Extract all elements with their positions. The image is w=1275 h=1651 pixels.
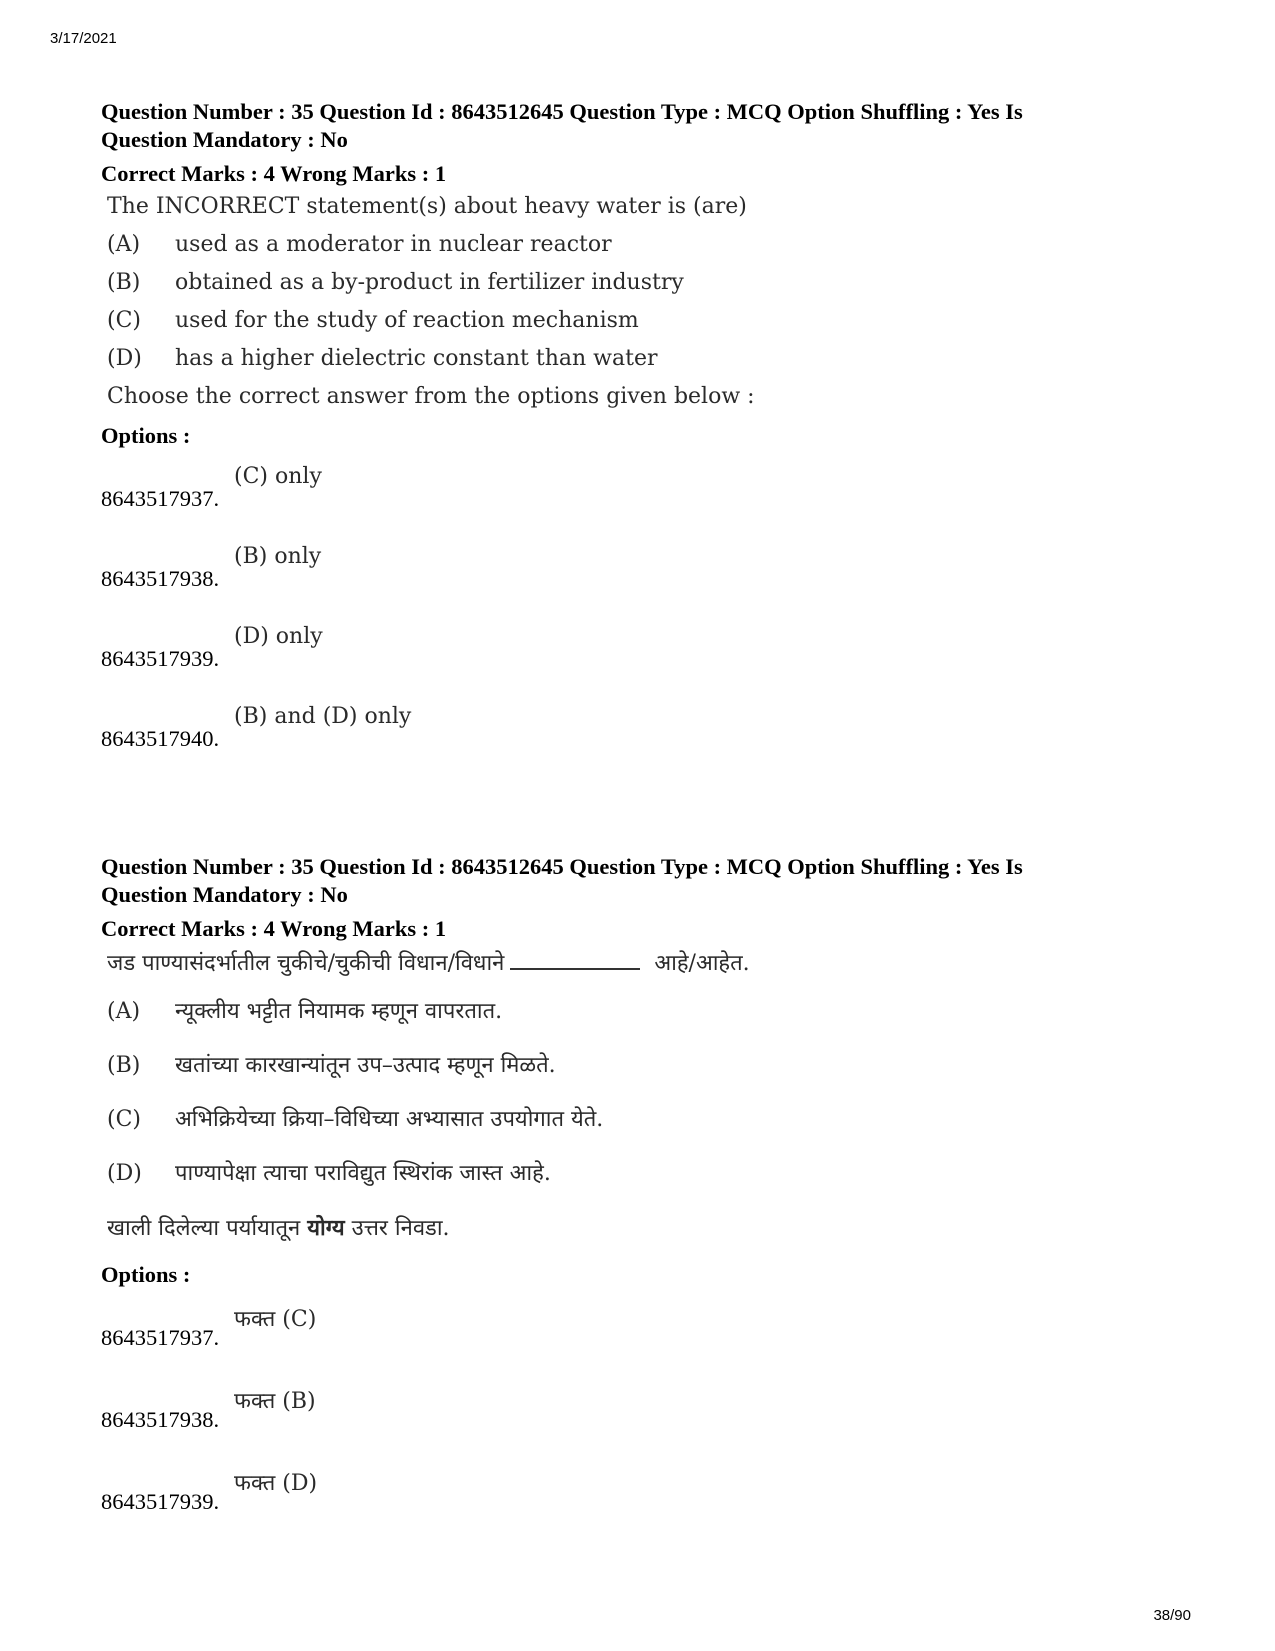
statement-text: अभिक्रियेच्या क्रिया–विधिच्या अभ्यासात उपयोगात येते. xyxy=(175,1107,604,1132)
instruction-text: Choose the correct answer from the options given below : xyxy=(107,384,755,409)
stem-text-after: आहे/आहेत. xyxy=(654,951,750,976)
statement-text: used for the study of reaction mechanism xyxy=(175,308,639,333)
question-block-english xyxy=(101,98,1121,770)
option-id: 8643517938. xyxy=(101,566,220,591)
statement-text: न्यूक्लीय भट्टीत नियामक म्हणून वापरतात. xyxy=(175,999,503,1024)
statement-text: पाण्यापेक्षा त्याचा पराविद्युत स्थिरांक जास्त आहे. xyxy=(175,1161,551,1186)
instruction-text xyxy=(107,1201,1121,1255)
option-text: (C) only xyxy=(234,464,322,489)
statement-letter: (D) xyxy=(107,1161,142,1186)
statement-b xyxy=(107,1039,1121,1093)
option-text: (D) only xyxy=(234,624,323,649)
option-id: 8643517939. xyxy=(101,646,220,671)
options-label: Options : xyxy=(101,423,191,448)
statement-letter: (A) xyxy=(107,999,141,1024)
option-item[interactable] xyxy=(101,610,1121,690)
option-item[interactable] xyxy=(101,530,1121,610)
question-header-line-1: Question Number : 35 Question Id : 8643512645 Question Type : MCQ Option Shuffling : Yes Is xyxy=(101,99,1023,124)
question-header-line-2: Question Mandatory : No xyxy=(101,127,348,152)
option-text: फक्त (B) xyxy=(234,1389,316,1414)
option-text: (B) only xyxy=(234,544,322,569)
instruction-before: खाली दिलेल्या पर्यायातून xyxy=(107,1216,301,1241)
statement-text: खतांच्या कारखान्यांतून उप–उत्पाद म्हणून मिळते. xyxy=(175,1053,556,1078)
option-item[interactable] xyxy=(101,450,1121,530)
stem-text: The INCORRECT statement(s) about heavy water is (are) xyxy=(107,194,747,219)
option-item[interactable] xyxy=(101,1289,1121,1371)
statement-c xyxy=(107,302,1121,340)
option-item[interactable] xyxy=(101,690,1121,770)
stem-text-before: जड पाण्यासंदर्भातील चुकीचे/चुकीची विधान/विधाने xyxy=(107,951,505,976)
question-stem xyxy=(107,188,1121,416)
statement-text: has a higher dielectric constant than water xyxy=(175,346,658,371)
question-block-marathi xyxy=(101,853,1121,1535)
marks-info: Correct Marks : 4 Wrong Marks : 1 xyxy=(101,161,447,186)
statement-d xyxy=(107,340,1121,378)
statement-b xyxy=(107,264,1121,302)
option-text: फक्त (C) xyxy=(234,1307,317,1332)
statement-text: obtained as a by-product in fertilizer industry xyxy=(175,270,684,295)
statement-letter: (B) xyxy=(107,1053,141,1078)
option-id: 8643517938. xyxy=(101,1407,220,1432)
options-label: Options : xyxy=(101,1262,191,1287)
option-id: 8643517939. xyxy=(101,1489,220,1514)
statement-letter: (C) xyxy=(107,1107,141,1132)
option-item[interactable] xyxy=(101,1371,1121,1453)
fill-in-blank xyxy=(510,950,640,970)
stem-text xyxy=(107,943,1121,985)
print-date: 3/17/2021 xyxy=(50,30,117,47)
statement-c xyxy=(107,1093,1121,1147)
option-text: फक्त (D) xyxy=(234,1471,318,1496)
option-id: 8643517940. xyxy=(101,726,220,751)
statement-d xyxy=(107,1147,1121,1201)
option-text: (B) and (D) only xyxy=(234,704,412,729)
statement-letter: (D) xyxy=(107,346,142,371)
statement-letter: (C) xyxy=(107,308,141,333)
statement-a xyxy=(107,226,1121,264)
instruction-after: उत्तर निवडा. xyxy=(351,1216,450,1241)
question-header-line-1: Question Number : 35 Question Id : 8643512645 Question Type : MCQ Option Shuffling : Yes Is xyxy=(101,854,1023,879)
instruction-bold: योग्य xyxy=(307,1215,345,1241)
option-id: 8643517937. xyxy=(101,486,220,511)
statement-text: used as a moderator in nuclear reactor xyxy=(175,232,612,257)
option-id: 8643517937. xyxy=(101,1325,220,1350)
page-number: 38/90 xyxy=(1153,1607,1191,1624)
statement-letter: (B) xyxy=(107,270,141,295)
question-stem xyxy=(107,943,1121,1255)
statement-letter: (A) xyxy=(107,232,141,257)
statement-a xyxy=(107,985,1121,1039)
marks-info: Correct Marks : 4 Wrong Marks : 1 xyxy=(101,916,447,941)
option-item[interactable] xyxy=(101,1453,1121,1535)
question-header-line-2: Question Mandatory : No xyxy=(101,882,348,907)
